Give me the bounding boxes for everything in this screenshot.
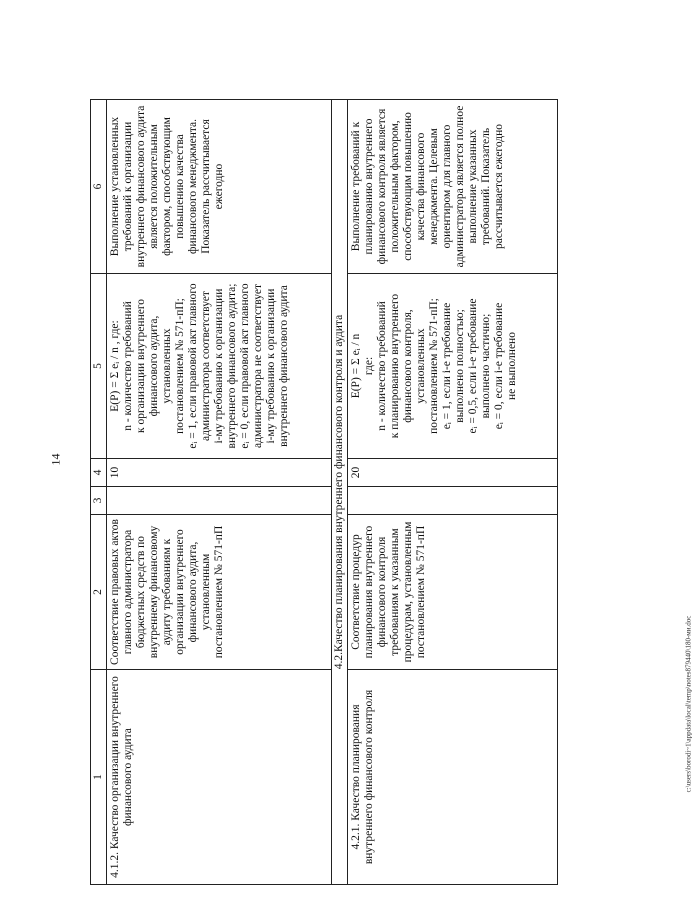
formula-line: где: [363,356,375,376]
indicator-col3 [107,487,332,515]
header-row [91,100,107,885]
formula-line: постановлением № 571-пП; [174,298,186,434]
section-title: 4.2.Качество планирования внутреннего финансового контроля и аудита [332,100,348,885]
formula-line: внутреннего финансового аудита; [226,283,238,449]
formula-line: выполнено частично; [480,313,492,419]
formula-line: администратора соответствует [200,291,212,441]
rotated-table-container [90,100,560,885]
formula-line: n - количество требований [122,301,134,431]
formula-line: i-му требованию к организации [265,288,277,444]
formula-line: eᵢ = 1, если правовой акт главного [187,283,199,449]
indicator-description: Соответствие процедур планирования внутреннего финансового контроля требованиям к указанным процедурам, установленным постановлением № 571-пП [348,515,558,670]
indicator-weight: 20 [348,459,558,487]
formula-line: к планированию внутреннего [389,293,401,439]
formula-line: eᵢ = 0, если правовой акт главного [239,283,251,449]
formula-line: финансового аудита, [148,315,160,417]
formula-line: eᵢ = 1, если i-е требование [441,302,453,430]
formula-line: eᵢ = 0,5, если i-е требование [467,298,479,434]
formula-line: внутреннего финансового аудита [278,285,290,447]
formula-line: финансового контроля, [402,309,414,423]
indicator-col3 [348,487,558,515]
indicator-formula [107,274,332,459]
col-header-5: 5 [91,274,107,459]
indicators-table [90,99,558,885]
formula-line: eᵢ = 0, если i-е требование [493,302,505,430]
file-path-footer: c:\users\borodi~1\appdata\local\temp\notes879440\180-ми.doc [684,615,692,793]
table-row [348,100,558,885]
indicator-comment: Выполнение установленных требований к организации внутреннего финансового аудита является положительным фактором, способствующим повышению качества финансового менеджмента. Показатель рассчитывается ежегодно [107,100,332,274]
formula-line: постановлением № 571-пП; [428,298,440,434]
formula-line: администратора не соответствует [252,284,264,449]
formula-line: i-му требованию к организации [213,288,225,444]
table-row [107,100,332,885]
formula-line: не выполнено [506,332,518,400]
formula-line: установленных [415,328,427,404]
col-header-2: 2 [91,515,107,670]
col-header-4: 4 [91,459,107,487]
page-number: 14 [48,453,63,466]
indicator-name: 4.2.1. Качество планирования внутреннего финансового контроля [348,670,558,885]
col-header-1: 1 [91,670,107,885]
formula-line: установленных [161,328,173,404]
indicator-formula [348,274,558,459]
formula-line: выполнено полностью; [454,309,466,423]
indicator-name: 4.1.2. Качество организации внутреннего финансового аудита [107,670,332,885]
indicator-description: Соответствие правовых актов главного администратора бюджетных средств по внутреннему финансовому аудиту требованиям к организации внутреннего финансового аудита, установленным постановлением № 571-пП [107,515,332,670]
formula-line: к организации внутреннего [135,298,147,434]
indicator-comment: Выполнение требований к планированию внутреннего финансового контроля является положительным фактором, способствующим повышению качества финансового менеджмента. Целевым ориентиром для главного администратора является полное выполнение указанных требований. Показатель рассчитывается ежегодно [348,100,558,274]
formula: E(P) = Σ eᵢ / n [350,333,362,399]
indicator-weight: 10 [107,459,332,487]
formula: E(P) = Σ eᵢ / n , где: [109,320,121,412]
col-header-6: 6 [91,100,107,274]
col-header-3: 3 [91,487,107,515]
section-row [332,100,348,885]
formula-line: n - количество требований [376,301,388,431]
